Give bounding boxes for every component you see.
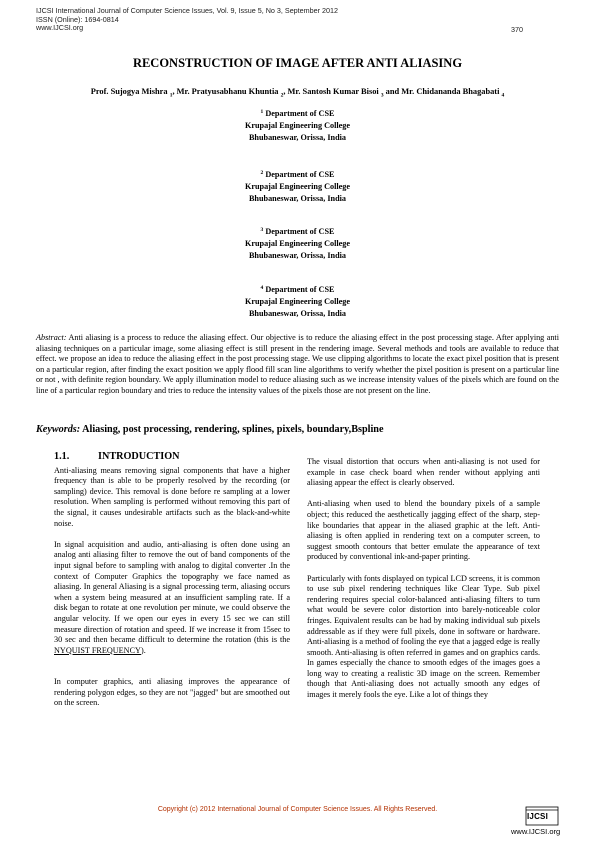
author-index: 1 <box>169 92 173 99</box>
section-heading <box>54 452 290 463</box>
logo-url[interactable]: www.IJCSI.org <box>511 827 561 836</box>
journal-issn: ISSN (Online): 1694-0814 <box>36 14 119 24</box>
section-title: INTRODUCTION <box>98 451 180 462</box>
location: Bhubaneswar, Orissa, India <box>248 194 347 204</box>
section-number: 1.1. <box>54 451 70 462</box>
location: Bhubaneswar, Orissa, India <box>248 309 347 319</box>
author-separator: , <box>283 87 288 96</box>
location: Bhubaneswar, Orissa, India <box>248 133 347 143</box>
abstract-label: Abstract: <box>36 333 67 342</box>
paragraph-text: In signal acquisition and audio, anti-aliasing is often done using an analog anti aliasing filter to remove the out of band components of the input signal before to sampling with analog to digital converter .In the context of Computer Graphics the topography we face named as aliasing. In general Aliasing is a signal processing term, aliasing occurs when a system being measured at an insufficient sampling rate. If a disk began to rotate at one revolution per minute, we could observe the angular velocity. If we open our eyes in every 15 sec we can still measure direction of rotation and speed. If we increase it from 15sec to 30 sec and then became difficult to determine the rotation (this is the <box>54 539 290 645</box>
paragraph: Anti-aliasing means removing signal components that have a higher frequency than is able to be properly resolved by the recording (or sampling) device. This removal is done before re sampling at a lower resolution. When sampling is performed without removing this part of the signal, it causes undesirable artifacts such as the black-and-white noise. <box>54 465 290 528</box>
journal-header <box>36 7 338 33</box>
college: Krupajal Engineering College <box>244 121 351 131</box>
author-index: 2 <box>280 92 284 99</box>
logo-name: IJCSI <box>527 812 549 821</box>
author-name: Mr. Santosh Kumar Bisoi <box>287 87 379 96</box>
copyright-footer: Copyright (c) 2012 International Journal of Computer Science Issues. All Rights Reserved. <box>157 806 438 813</box>
location: Bhubaneswar, Orissa, India <box>248 251 347 261</box>
paragraph: Particularly with fonts displayed on typical LCD screens, it is common to use sub pixel rendering techniques like Clear Type. Sub pixel rendering requires special color-balanced anti-aliasing filters to turn what would be severe color distortion into barely-noticeable color fringes. Equivalent results can be had by making individual sub pixels addressable as if they were full pixels, done in software or hardware. Anti-aliasing is a method of fooling the eye that a jagged edge is really smooth. Anti-aliasing is often referred in games and on graphics cards. In games especially the chance to smooth edges of the images goes a long way to creating a realistic 3D image on the screen. Remember though that Anti-aliasing does not actually smooth any edges of images it merely fools the eye. Like a lot of things they <box>307 573 540 700</box>
author-name: Prof. Sujogya Mishra <box>90 87 168 96</box>
paragraph: Anti-aliasing when used to blend the boundary pixels of a sample object; this reduced the aesthetically jagging effect of the sharp, step-like boundaries that appear in the aliased graphic at the left. Anti-aliasing is often applied in rendering text on a computer screen, to suggest smooth contours that better emulate the appearance of text produced by conventional ink-and-paper printing. <box>307 499 540 562</box>
affiliation-index: 4 <box>260 285 264 291</box>
ijcsi-logo[interactable] <box>511 806 573 836</box>
college: Krupajal Engineering College <box>244 182 351 192</box>
department: Department of CSE <box>265 109 335 118</box>
journal-url[interactable]: www.IJCSI.org <box>36 23 84 33</box>
paragraph: The visual distortion that occurs when anti-aliasing is not used for example in case check board when render without applying anti aliasing appear the effect is clearly observed. <box>307 457 540 488</box>
affiliation-index: 2 <box>260 170 264 176</box>
keywords <box>36 424 566 435</box>
author-separator: , <box>172 87 177 96</box>
college: Krupajal Engineering College <box>244 239 351 249</box>
page-number: 370 <box>511 25 523 34</box>
left-column <box>54 452 290 720</box>
keywords-text: Aliasing, post processing, rendering, splines, pixels, boundary,Bspline <box>82 424 384 435</box>
college: Krupajal Engineering College <box>244 297 351 307</box>
department: Department of CSE <box>265 170 335 179</box>
author-index: 3 <box>380 92 384 99</box>
affiliation-2 <box>0 169 595 206</box>
department: Department of CSE <box>265 227 335 236</box>
paragraph-end: ). <box>140 645 146 655</box>
author-conjunction: and <box>383 87 402 96</box>
department: Department of CSE <box>265 285 335 294</box>
paragraph: In computer graphics, anti aliasing improves the appearance of rendering polygon edges, so they are not "jagged" but are smoothed out on the screen. <box>54 677 290 708</box>
right-column <box>307 457 540 711</box>
abstract-text: Anti aliasing is a process to reduce the aliasing effect. Our objective is to reduce the aliasing effect in the post processing stage. After applying anti aliasing techniques on a particular image, some aliasing effect is still present in the rendering image. Several methods and tools are available to reduce that effect. we propose an idea to reduce the aliasing effect in the post processing stage. We use clipping algorithms to locate the exact pixel position that is present on a particular region, after finding the exact position we apply flood fill scan line algorithms to verify whether the pixel position is present on a particular line or not , with definite region boundary. We apply illumination model to reduce aliasing such as we increase intensity values of the pixels which are found on the line of a particular region boundary and tries to reduce the intensity values of the pixels those are not present on the line. <box>36 333 559 395</box>
nyquist-link[interactable]: NYQUIST FREQUENCY <box>54 645 141 655</box>
affiliation-4 <box>0 284 595 321</box>
author-name: Mr. Chidananda Bhagabati <box>401 87 500 96</box>
affiliation-index: 1 <box>260 109 264 115</box>
paragraph <box>54 540 290 657</box>
author-name: Mr. Pratyusabhanu Khuntia <box>176 87 279 96</box>
author-line <box>0 87 595 99</box>
affiliation-3 <box>0 226 595 263</box>
affiliation-1 <box>0 108 595 145</box>
paper-title: RECONSTRUCTION OF IMAGE AFTER ANTI ALIASING <box>132 56 463 70</box>
journal-name: IJCSI International Journal of Computer Science Issues, Vol. 9, Issue 5, No 3, September 2012 <box>36 6 339 15</box>
affiliation-index: 3 <box>260 227 264 233</box>
keywords-label: Keywords: <box>36 424 81 435</box>
author-index: 4 <box>501 92 505 99</box>
abstract <box>36 333 559 397</box>
